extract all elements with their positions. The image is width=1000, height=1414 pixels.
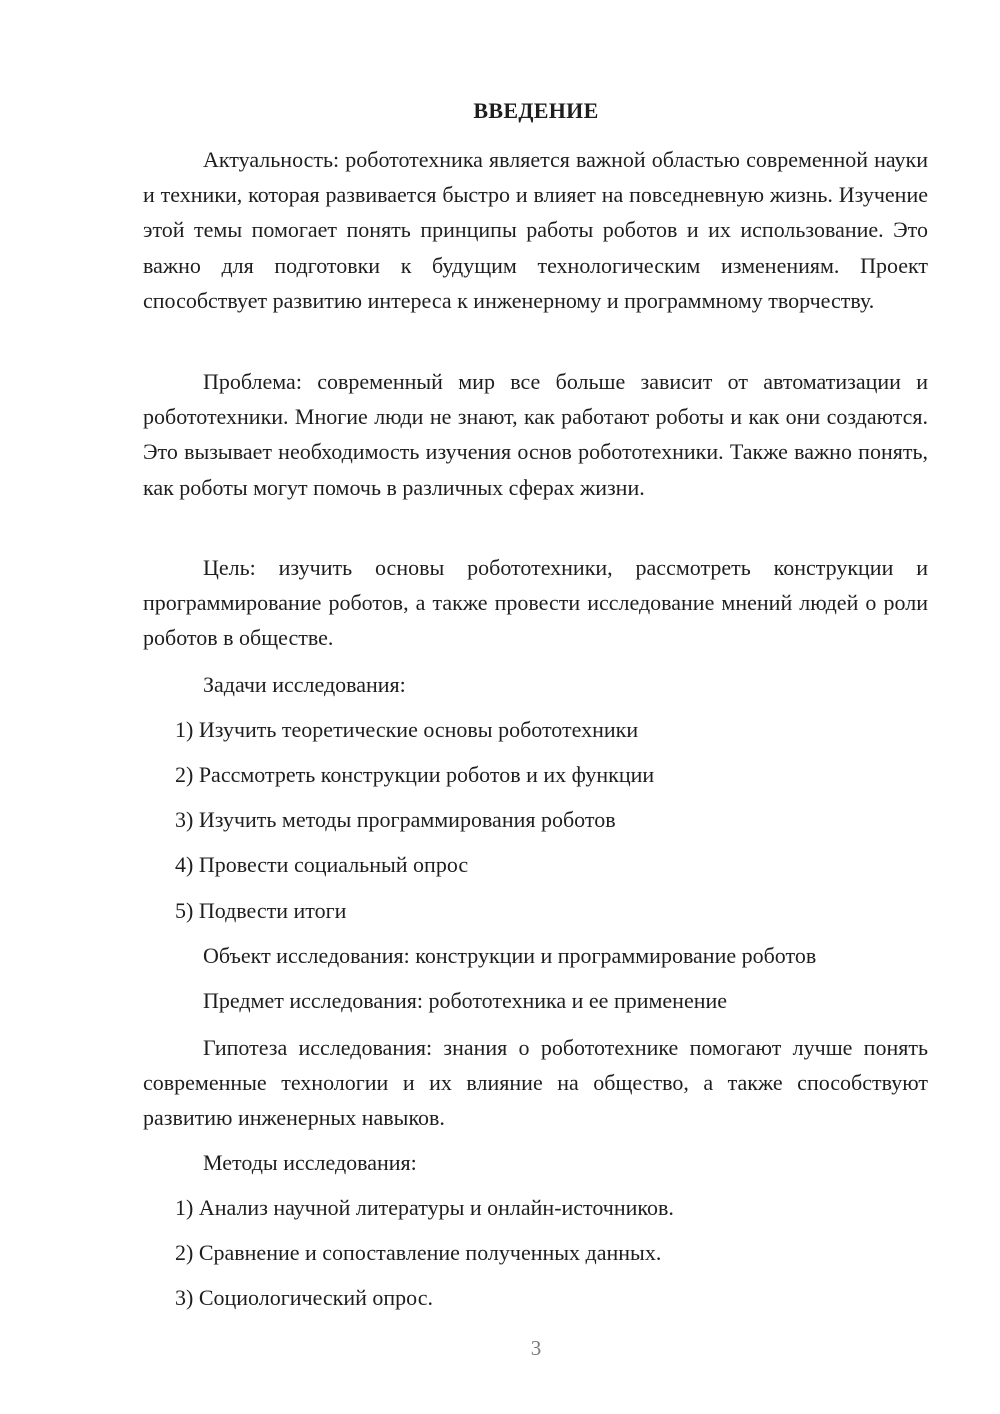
goal-paragraph: Цель: изучить основы робототехники, рассмотреть конструкции и программирование роботов, а также провести исследование мнений людей о роли роботов в обществе. xyxy=(143,555,928,651)
hypothesis-paragraph: Гипотеза исследования: знания о робототехнике помогают лучше понять современные технологии и их влияние на общество, а также способствуют развитию инженерных навыков. xyxy=(143,1035,928,1131)
methods-title: Методы исследования: xyxy=(203,1150,417,1175)
list-item: 2) Сравнение и сопоставление полученных данных. xyxy=(175,1240,662,1265)
list-item: 3) Изучить методы программирования роботов xyxy=(175,807,616,832)
section-heading: ВВЕДЕНИЕ xyxy=(473,98,599,123)
list-item: 1) Изучить теоретические основы робототехники xyxy=(175,717,639,742)
problem-paragraph: Проблема: современный мир все больше зависит от автоматизации и робототехники. Многие люди не знают, как работают роботы и как они создаются. Это вызывает необходимость изучения основ робототехники. Также важно понять, как роботы могут помочь в различных сферах жизни. xyxy=(143,369,928,500)
research-object: Объект исследования: конструкции и программирование роботов xyxy=(203,943,817,968)
list-item: 3) Социологический опрос. xyxy=(175,1285,433,1310)
list-item: 4) Провести социальный опрос xyxy=(175,852,469,877)
tasks-title: Задачи исследования: xyxy=(203,672,406,697)
list-item: 2) Рассмотреть конструкции роботов и их функции xyxy=(175,762,655,787)
relevance-paragraph: Актуальность: робототехника является важной областью современной науки и техники, которая развивается быстро и влияет на повседневную жизнь. Изучение этой темы помогает понять принципы работы роботов и их использование. Это важно для подготовки к будущим технологическим изменениям. Проект способствует развитию интереса к инженерному и программному творчеству. xyxy=(143,147,928,313)
research-subject: Предмет исследования: робототехника и ее применение xyxy=(203,988,728,1013)
list-item: 5) Подвести итоги xyxy=(175,898,347,923)
list-item: 1) Анализ научной литературы и онлайн-источников. xyxy=(175,1195,674,1220)
page-number: 3 xyxy=(530,1336,542,1360)
